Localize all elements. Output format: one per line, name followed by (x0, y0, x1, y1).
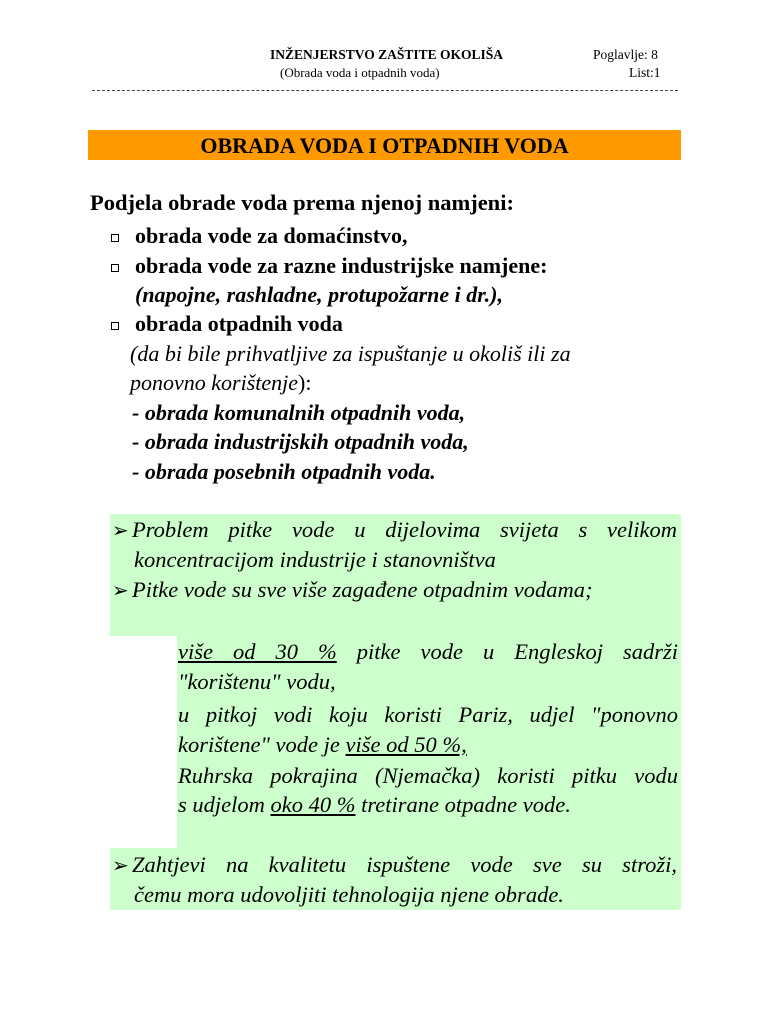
fact-paris-value: više od 50 %, (345, 732, 467, 757)
fact-ruhr-value: oko 40 % (270, 792, 356, 817)
document-subtitle: (Obrada voda i otpadnih voda) (280, 65, 440, 80)
point-polluted-water (112, 577, 593, 603)
fact-ruhr-post: tretirane otpadne vode. (361, 792, 571, 817)
fact-paris-line2 (178, 732, 467, 758)
wastewater-note-line2 (130, 370, 311, 396)
section-banner: OBRADA VODA I OTPADNIH VODA (88, 130, 681, 160)
point-discharge-line2: čemu mora udovoljiti tehnologija njene obrade. (134, 882, 564, 907)
square-bullet-icon (111, 234, 119, 242)
bullet-text: obrada vode za domaćinstvo, (135, 223, 408, 248)
arrow-bullet-icon: ➢ (112, 855, 129, 877)
point-text: Zahtjevi na kvalitetu ispuštene vode sve su stroži, (132, 852, 677, 877)
wastewater-note-line1: (da bi bile prihvatljive za ispuštanje u okoliš ili za (130, 341, 571, 366)
point-discharge-quality (112, 852, 677, 878)
intro-heading: Podjela obrade voda prema njenoj namjeni: (90, 190, 514, 215)
fact-paris-text: korištene" vode je (178, 732, 340, 757)
point-industry-concentration (112, 517, 680, 543)
fact-ruhr-line2 (178, 792, 571, 818)
wastewater-note-tail: ): (298, 370, 312, 395)
square-bullet-icon (111, 322, 119, 330)
point-text: Problem pitke vode u dijelovima svijeta s velikom (132, 517, 677, 542)
wastewater-note-reuse: ponovno korištenje (130, 370, 299, 395)
header-divider (92, 90, 678, 91)
sub-item-special: - obrada posebnih otpadnih voda. (132, 459, 436, 484)
sheet-number: List:1 (629, 65, 661, 80)
fact-england-line2: "korištenu" vodu, (178, 669, 336, 694)
fact-england-text: pitke vode u Engleskoj sadrži (356, 639, 678, 664)
square-bullet-icon (111, 264, 119, 272)
fact-paris: u pitkoj vodi koju koristi Pariz, udjel "ponovno (178, 702, 678, 727)
point-industry-line2: koncentracijom industrije i stanovništva (134, 547, 496, 572)
bullet-text: obrada otpadnih voda (135, 311, 343, 336)
chapter-number: Poglavlje: 8 (593, 47, 658, 62)
document-title: INŽENJERSTVO ZAŠTITE OKOLIŠA (270, 47, 504, 62)
arrow-bullet-icon: ➢ (112, 520, 129, 542)
fact-england-value: više od 30 % (178, 639, 337, 664)
arrow-bullet-icon: ➢ (112, 580, 129, 602)
point-text: Pitke vode su sve više zagađene otpadnim vodama; (132, 577, 593, 602)
industrial-note: (napojne, rashladne, protupožarne i dr.), (135, 282, 503, 307)
fact-england (178, 639, 678, 665)
sub-item-industrial: - obrada industrijskih otpadnih voda, (132, 429, 469, 454)
bullet-text: obrada vode za razne industrijske namjene: (135, 253, 548, 278)
fact-ruhr: Ruhrska pokrajina (Njemačka) koristi pitku vodu (178, 763, 678, 788)
fact-ruhr-pre: s udjelom (178, 792, 265, 817)
sub-item-communal: - obrada komunalnih otpadnih voda, (132, 400, 466, 425)
